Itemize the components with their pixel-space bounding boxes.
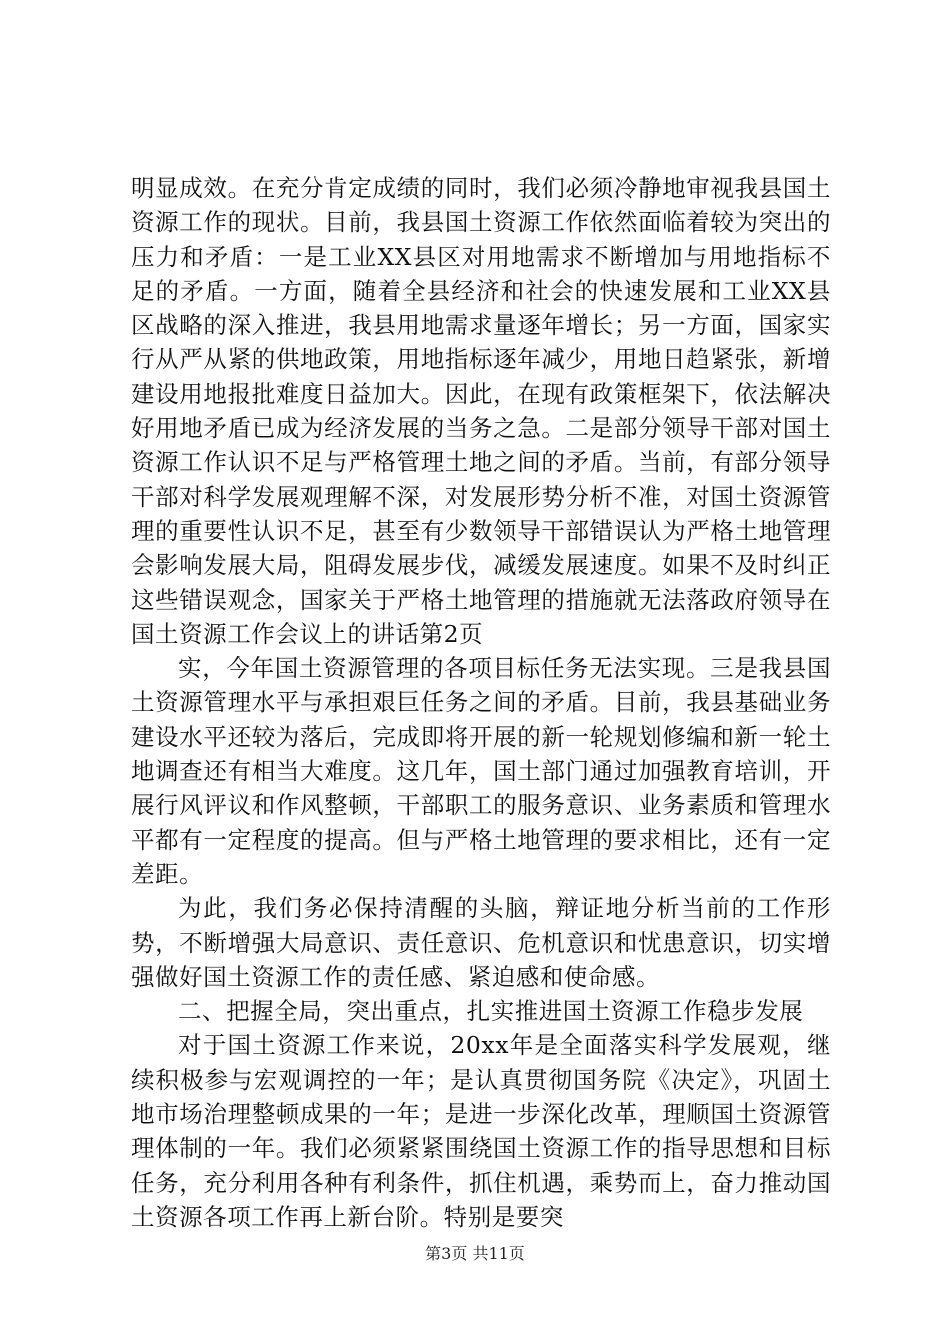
page-footer: 第3页 共11页 [425,1244,525,1263]
paragraph-awareness: 为此，我们务必保持清醒的头脑，辩证地分析当前的工作形势，不断增强大局意识、责任意识、危机意识和忧患意识，切实增强做好国土资源工作的责任感、紧迫感和使命感。 [131,894,831,991]
section-heading-two: 二、把握全局，突出重点，扎实推进国土资源工作稳步发展 [178,997,804,1026]
paragraph-continuation: 明显成效。在充分肯定成绩的同时，我们必须冷静地审视我县国土资源工作的现状。目前，我县国土资源工作依然面临着较为突出的压力和矛盾：一是工业XX县区对用地需求不断增加与用地指标不足的矛盾。一方面，随着全县经济和社会的快速发展和工业XX县区战略的深入推进，我县用地需求量逐年增长；另一方面，国家实行从严从紧的供地政策，用地指标逐年减少，用地日趋紧张，新增建设用地报批难度日益加大。因此，在现有政策框架下，依法解决好用地矛盾已成为经济发展的当务之急。二是部分领导干部对国土资源工作认识不足与严格管理土地之间的矛盾。当前，有部分领导干部对科学发展观理解不深，对发展形势分析不准，对国土资源管理的重要性认识不足，甚至有少数领导干部错误认为严格土地管理会影响发展大局，阻碍发展步伐，减缓发展速度。如果不及时纠正这些错误观念，国家关于严格土地管理的措施就无法落政府领导在国土资源工作会议上的讲话第2页 [131,174,831,648]
paragraph-annual-focus: 对于国土资源工作来说，20xx年是全面落实科学发展观，继续积极参与宏观调控的一年；是认真贯彻国务院《决定》，巩固土地市场治理整顿成果的一年；是进一步深化改革，理顺国土资源管理体制的一年。我们必须紧紧围绕国土资源工作的指导思想和目标任务，充分利用各种有利条件，抓住机遇，乘势而上，奋力推动国土资源各项工作再上新台阶。特别是要突 [131,1031,831,1231]
document-body [131,171,831,1234]
paragraph-contradiction-three: 实，今年国土资源管理的各项目标任务无法实现。三是我县国土资源管理水平与承担艰巨任务之间的矛盾。目前，我县基础业务建设水平还较为落后，完成即将开展的新一轮规划修编和新一轮土地调查还有相当大难度。这几年，国土部门通过加强教育培训，开展行风评议和作风整顿，干部职工的服务意识、业务素质和管理水平都有一定程度的提高。但与严格土地管理的要求相比，还有一定差距。 [131,654,831,888]
